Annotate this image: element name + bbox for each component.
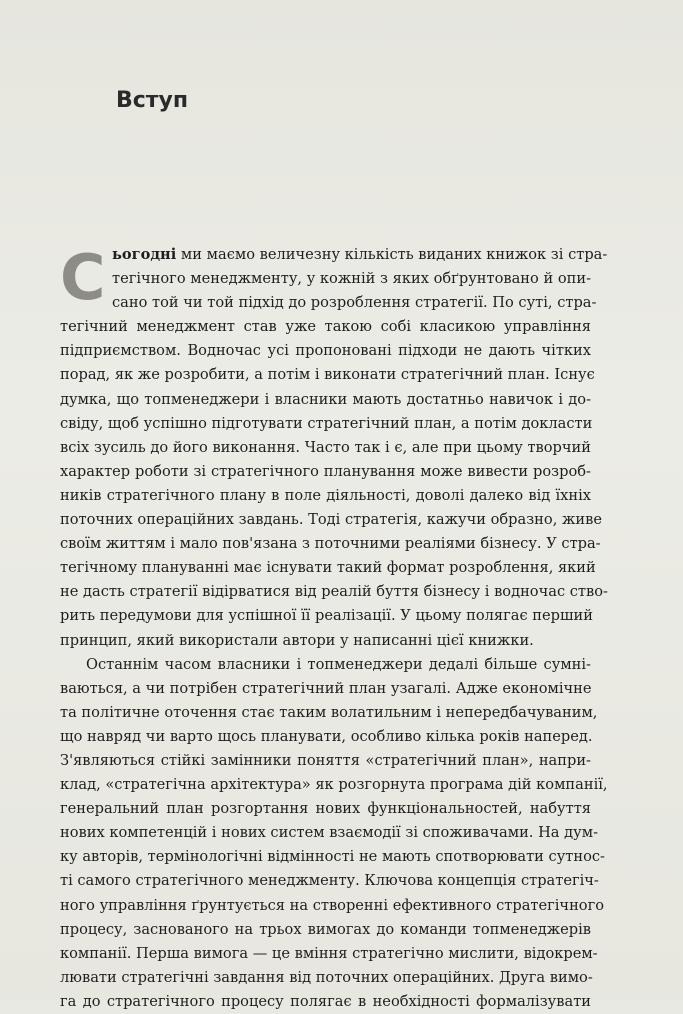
paragraph-line: генеральний план розгортання нових функціональностей, набуття	[60, 800, 591, 818]
paragraph-line: що навряд чи варто щось планувати, особливо кілька років наперед.	[60, 727, 593, 745]
paragraph-line: характер роботи зі стратегічного планування може вивести розроб-	[60, 462, 591, 480]
paragraph-line: ку авторів, термінологічні відмінності не мають спотворювати сутнос-	[60, 848, 605, 866]
paragraph-line: сано той чи той підхід до розроблення стратегії. По суті, стра-	[112, 294, 597, 312]
paragraph-line: тегічний менеджмент став уже такою собі класикою управління	[60, 318, 591, 336]
paragraph-line: компанії. Перша вимога — це вміння стратегічно мислити, відокрем-	[60, 944, 598, 962]
paragraph-line: свіду, щоб успішно підготувати стратегічний план, а потім докласти	[60, 414, 593, 432]
paragraph-line: ьогодні ми маємо величезну кількість виданих книжок зі стра-	[112, 246, 608, 263]
paragraph-line: не дасть стратегії відірватися від реалій буття бізнесу і водночас ство-	[60, 583, 608, 601]
paragraph-line: підприємством. Водночас усі пропоновані підходи не дають чітких	[60, 342, 591, 360]
paragraph-line: поточних операційних завдань. Тоді стратегія, кажучи образно, живе	[60, 511, 602, 529]
paragraph-line: ті самого стратегічного менеджменту. Ключова концепція стратегіч-	[60, 872, 599, 890]
paragraph-line: рить передумови для успішної її реалізації. У цьому полягає перший	[60, 607, 594, 625]
paragraph-line: своїм життям і мало пов'язана з поточними реаліями бізнесу. У стра-	[60, 535, 601, 553]
paragraph-line: га до стратегічного процесу полягає в необхідності формалізувати	[60, 992, 591, 1010]
paragraph-line: всіх зусиль до його виконання. Часто так і є, але при цьому творчий	[60, 438, 591, 456]
paragraph-line: тегічного менеджменту, у кожній з яких обґрунтовано й опи-	[112, 270, 591, 288]
chapter-heading: Вступ	[116, 88, 189, 113]
paragraph-line: ваються, а чи потрібен стратегічний план узагалі. Адже економічне	[60, 679, 592, 697]
paragraph-line: Останнім часом власники і топменеджери дедалі більше сумні-	[86, 655, 591, 673]
paragraph-line: принцип, який використали автори у написанні цієї книжки.	[60, 631, 534, 649]
paragraph-line: нових компетенцій і нових систем взаємодії зі споживачами. На дум-	[60, 824, 599, 842]
paragraph-line: порад, як же розробити, а потім і виконати стратегічний план. Існує	[60, 366, 595, 384]
paragraph-line: лювати стратегічні завдання від поточних операційних. Друга вимо-	[60, 968, 593, 986]
paragraph-line: ного управління ґрунтується на створенні ефективного стратегічного	[60, 896, 605, 914]
paragraph-line: ників стратегічного плану в поле діяльності, доволі далеко від їхніх	[60, 486, 591, 504]
body-text	[60, 241, 608, 1014]
paragraph-line: клад, «стратегічна архітектура» як розгорнута програма дій компанії,	[60, 776, 608, 794]
paragraph-line: процесу, заснованого на трьох вимогах до команди топменеджерів	[60, 920, 591, 938]
lead-word: ьогодні	[112, 246, 177, 263]
paragraph-line: тегічному плануванні має існувати такий формат розроблення, який	[60, 559, 596, 577]
paragraph-line: думка, що топменеджери і власники мають достатньо навичок і до-	[60, 390, 591, 408]
paragraph-line: та політичне оточення стає таким волатильним і непередбачуваним,	[60, 703, 598, 721]
drop-cap: С	[60, 241, 106, 314]
paragraph-line: З'являються стійкі замінники поняття «стратегічний план», напри-	[60, 751, 591, 769]
